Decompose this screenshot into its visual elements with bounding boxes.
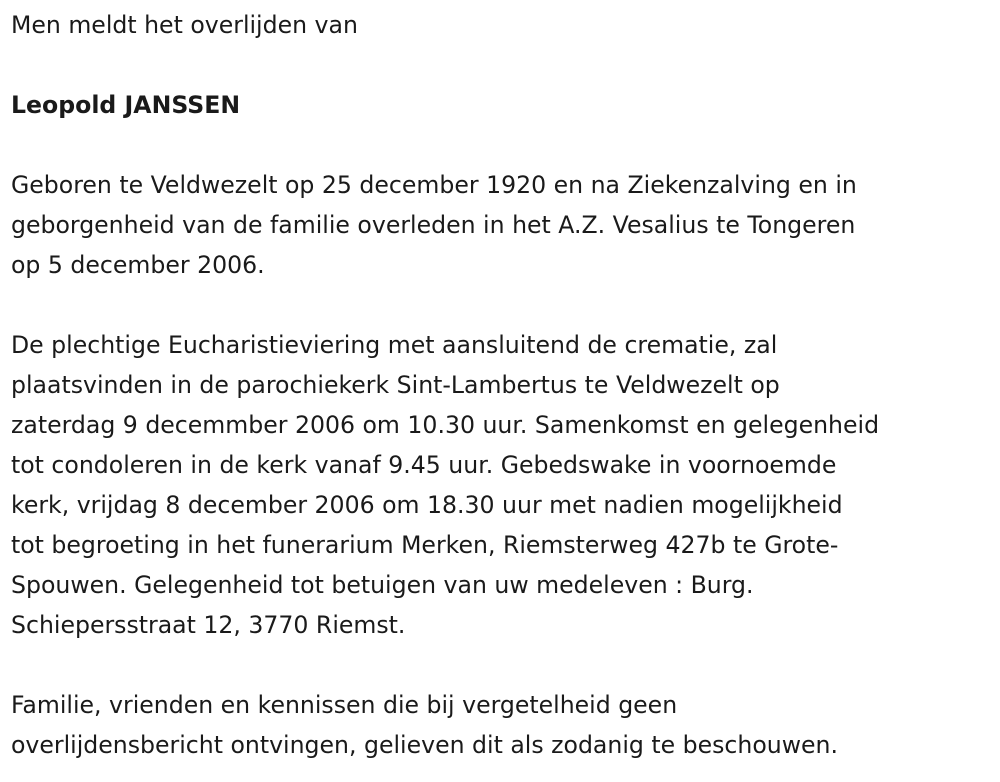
closing-line: overlijdensbericht ontvingen, gelieven dit als zodanig te beschouwen.: [11, 731, 839, 759]
spacer: [11, 45, 996, 85]
birth-death-line: op 5 december 2006.: [11, 251, 265, 279]
spacer: [11, 645, 996, 685]
spacer: [11, 285, 996, 325]
ceremony-line: plaatsvinden in de parochiekerk Sint-Lambertus te Veldwezelt op: [11, 371, 780, 399]
birth-death-line: Geboren te Veldwezelt op 25 december 1920 en na Ziekenzalving en in: [11, 171, 857, 199]
ceremony-line: zaterdag 9 decemmber 2006 om 10.30 uur. Samenkomst en gelegenheid: [11, 411, 880, 439]
closing-line: Familie, vrienden en kennissen die bij vergetelheid geen: [11, 691, 678, 719]
deceased-name: Leopold JANSSEN: [11, 91, 241, 119]
ceremony-line: tot condoleren in de kerk vanaf 9.45 uur. Gebedswake in voornoemde: [11, 451, 837, 479]
intro-text: Men meldt het overlijden van: [11, 11, 358, 39]
ceremony-line: tot begroeting in het funerarium Merken, Riemsterweg 427b te Grote-: [11, 531, 839, 559]
ceremony-line: kerk, vrijdag 8 december 2006 om 18.30 uur met nadien mogelijkheid: [11, 491, 843, 519]
ceremony-line: Schiepersstraat 12, 3770 Riemst.: [11, 611, 406, 639]
ceremony-line: De plechtige Eucharistieviering met aansluitend de crematie, zal: [11, 331, 778, 359]
ceremony-line: Spouwen. Gelegenheid tot betuigen van uw medeleven : Burg.: [11, 571, 754, 599]
spacer: [11, 125, 996, 165]
death-notice: [11, 5, 996, 765]
birth-death-line: geborgenheid van de familie overleden in het A.Z. Vesalius te Tongeren: [11, 211, 856, 239]
ceremony-paragraph: [11, 325, 996, 645]
birth-death-paragraph: [11, 165, 996, 285]
closing-paragraph: [11, 685, 996, 765]
